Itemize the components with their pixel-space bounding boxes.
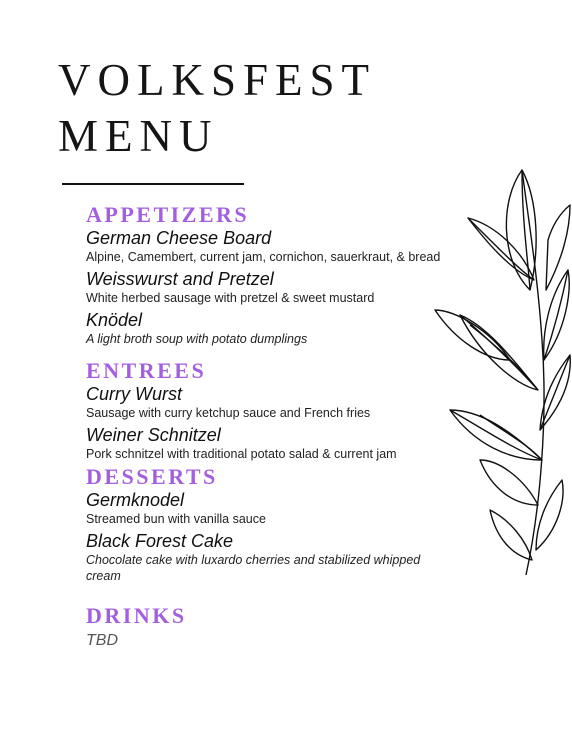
- leaf-branch-icon: [430, 160, 572, 580]
- item-name: German Cheese Board: [86, 228, 272, 248]
- item-name: Curry Wurst: [86, 384, 182, 404]
- item-name: Weisswurst and Pretzel: [86, 269, 274, 289]
- title-divider: [62, 183, 244, 185]
- menu-body: [86, 203, 446, 650]
- section-title-entrees: ENTREES: [86, 358, 207, 383]
- item-name: Weiner Schnitzel: [86, 425, 221, 445]
- item-name: Germknodel: [86, 490, 185, 510]
- item-name: Black Forest Cake: [86, 531, 234, 551]
- item-desc: White herbed sausage with pretzel & sweet mustard: [86, 291, 375, 305]
- menu-title: [58, 52, 376, 164]
- drinks-note: TBD: [86, 632, 118, 649]
- item-desc: A light broth soup with potato dumplings: [86, 332, 308, 346]
- section-title-drinks: DRINKS: [86, 603, 187, 628]
- item-desc: Alpine, Camembert, current jam, cornichon, sauerkraut, & bread: [86, 250, 441, 264]
- section-entrees: [86, 359, 446, 462]
- title-line-2: MENU: [58, 111, 219, 161]
- item-desc: Chocolate cake with luxardo cherries and stabilized whipped cream: [86, 553, 421, 583]
- section-title-appetizers: APPETIZERS: [86, 202, 250, 227]
- item-desc: Sausage with curry ketchup sauce and French fries: [86, 406, 371, 420]
- item-desc: Pork schnitzel with traditional potato salad & current jam: [86, 447, 397, 461]
- item-name: Knödel: [86, 310, 143, 330]
- section-appetizers: [86, 203, 446, 347]
- item-desc: Streamed bun with vanilla sauce: [86, 512, 266, 526]
- title-line-1: VOLKSFEST: [58, 55, 377, 105]
- section-desserts: [86, 465, 446, 584]
- section-drinks: [86, 604, 446, 650]
- section-title-desserts: DESSERTS: [86, 464, 218, 489]
